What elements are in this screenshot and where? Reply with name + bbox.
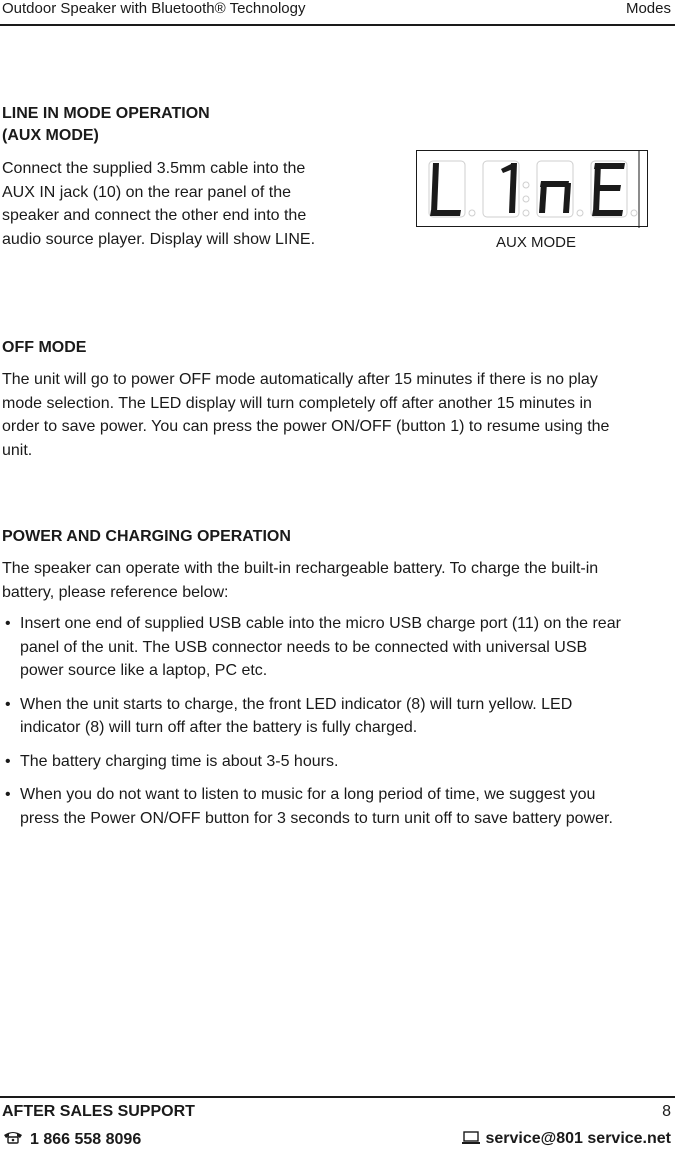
display-caption: AUX MODE [495,234,576,251]
seg-L-bottom [430,210,461,216]
list-item: • Insert one end of supplied USB cable into the micro USB charge port (11) on the rear panel of the unit. The USB connector needs to be connected with universal USB power source like a laptop, PC etc. [5,615,621,679]
page-header [0,0,675,25]
support-label: AFTER SALES SUPPORT [2,1103,195,1120]
support-phone [2,1130,141,1149]
charging-steps-list [2,612,622,840]
seg-E-top [594,163,625,169]
list-item-text: When the unit starts to charge, the front LED indicator (8) will turn yellow. LED indicator (8) will turn off after the battery is fully charged. [20,695,573,736]
seg-E-bottom [592,210,623,216]
decimal-dot-4 [631,210,637,216]
email-address: service@801 service.net [485,1130,671,1147]
seg-n-left [539,183,547,213]
decimal-dot-2 [523,210,529,216]
line-in-paragraph: Connect the supplied 3.5mm cable into the AUX IN jack (10) on the rear panel of the speaker and connect the other end into the audio source player. Display will show LINE. [2,160,316,248]
power-paragraph: The speaker can operate with the built-in rechargeable battery. To charge the built-in battery, please reference below: [2,560,599,601]
support-email [461,1130,671,1150]
laptop-icon [461,1131,481,1150]
line-in-heading-line1: LINE IN MODE OPERATION [2,105,210,122]
colon-dot-bottom [523,196,529,202]
telephone-icon [2,1130,24,1149]
document-title: Outdoor Speaker with Bluetooth® Technology [2,0,306,17]
seg-L-left [431,163,439,213]
led-display-line [416,150,648,227]
off-mode-paragraph: The unit will go to power OFF mode automatically after 15 minutes if there is no play mode selection. The LED display will turn completely off after another 15 minutes in order to save power. You can press the power ON/OFF (button 1) to resume using the unit. [2,371,610,459]
seg-I-right [509,163,517,213]
line-in-heading [2,103,282,147]
list-item: • When the unit starts to charge, the front LED indicator (8) will turn yellow. LED indicator (8) will turn off after the battery is fully charged. [5,695,573,736]
seg-n-top [540,181,569,187]
off-mode-heading: OFF MODE [2,339,87,356]
phone-number: 1 866 558 8096 [30,1131,142,1148]
list-item-text: The battery charging time is about 3-5 hours. [20,752,339,770]
led-display-graphic [417,151,649,228]
page-number: 8 [662,1103,671,1120]
seg-n-right [563,183,571,213]
list-item-text: When you do not want to listen to music for a long period of time, we suggest you press the Power ON/OFF button for 3 seconds to turn unit off to save battery power. [20,786,613,827]
colon-dot-top [523,182,529,188]
list-item: • The battery charging time is about 3-5 hours. [5,752,339,770]
list-item-text: Insert one end of supplied USB cable into the micro USB charge port (11) on the rear panel of the unit. The USB connector needs to be connected with universal USB power source like a laptop, PC etc. [20,615,621,679]
section-name: Modes [625,0,671,17]
footer-rule [0,1096,675,1098]
line-in-heading-line2: (AUX MODE) [2,127,99,144]
power-heading: POWER AND CHARGING OPERATION [2,528,291,545]
decimal-dot-1 [469,210,475,216]
header-rule [0,24,675,26]
seg-E-middle [594,185,621,191]
decimal-dot-3 [577,210,583,216]
list-item: • When you do not want to listen to music for a long period of time, we suggest you press the Power ON/OFF button for 3 seconds to turn unit off to save battery power. [5,786,613,827]
